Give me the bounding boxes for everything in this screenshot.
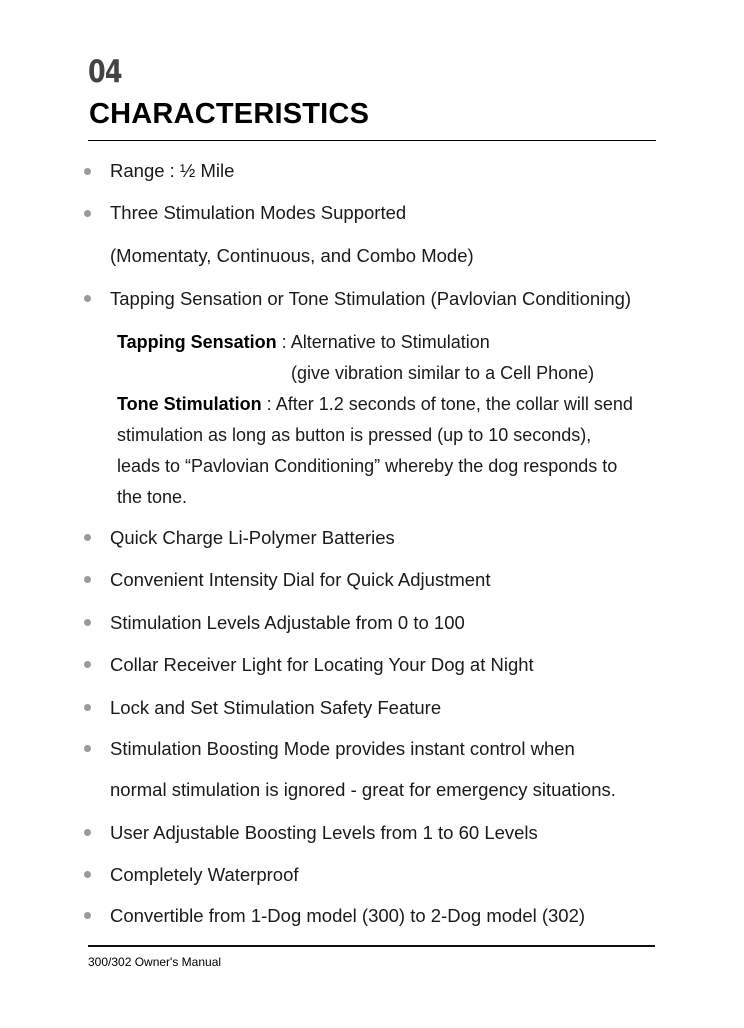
bullet-icon [84,829,91,836]
tapping-sensation-line [117,331,490,353]
tapping-sensation-text: Alternative to Stimulation [290,332,490,352]
bullet-icon [84,912,91,919]
bullet-icon [84,295,91,302]
tone-separator: : [261,394,276,414]
tone-stimulation-label: Tone Stimulation [117,394,262,414]
bullet-icon [84,871,91,878]
bullet-icon [84,661,91,668]
footer-text: 300/302 Owner's Manual [88,955,222,969]
title-divider [88,140,656,141]
list-item: Convenient Intensity Dial for Quick Adjustment [110,569,491,590]
list-item: Completely Waterproof [110,864,299,885]
page-number: 04 [88,54,122,90]
bullet-icon [84,576,91,583]
footer-divider [88,945,655,947]
list-item-continuation: normal stimulation is ignored - great for emergency situations. [110,779,616,800]
list-item: Range : ½ Mile [110,160,235,181]
list-item: Quick Charge Li-Polymer Batteries [110,527,395,548]
bullet-icon [84,619,91,626]
list-item: Lock and Set Stimulation Safety Feature [110,697,442,718]
list-item: Collar Receiver Light for Locating Your Dog at Night [110,654,534,675]
tone-stimulation-text: After 1.2 seconds of tone, the collar will send [275,394,633,414]
list-item: User Adjustable Boosting Levels from 1 to 60 Levels [110,822,538,843]
tone-stimulation-line-3: leads to “Pavlovian Conditioning” whereby the dog responds to [117,456,618,476]
tone-stimulation-line-4: the tone. [117,487,188,507]
bullet-icon [84,745,91,752]
bullet-icon [84,704,91,711]
tone-stimulation-line-2: stimulation as long as button is pressed (up to 10 seconds), [117,425,592,445]
list-item: Convertible from 1-Dog model (300) to 2-Dog model (302) [110,905,586,926]
list-item: Three Stimulation Modes Supported [110,202,407,223]
bullet-icon [84,210,91,217]
tone-stimulation-line [117,393,633,415]
bullet-icon [84,168,91,175]
tapping-sensation-label: Tapping Sensation [117,332,277,352]
list-item: Stimulation Levels Adjustable from 0 to 100 [110,612,465,633]
tapping-separator: : [276,332,291,352]
list-item-continuation: (Momentaty, Continuous, and Combo Mode) [110,245,474,266]
tapping-sensation-note: (give vibration similar to a Cell Phone) [291,363,595,383]
list-item: Stimulation Boosting Mode provides instant control when [110,738,575,759]
page-title: CHARACTERISTICS [89,98,370,130]
bullet-icon [84,534,91,541]
list-item: Tapping Sensation or Tone Stimulation (Pavlovian Conditioning) [110,288,632,309]
